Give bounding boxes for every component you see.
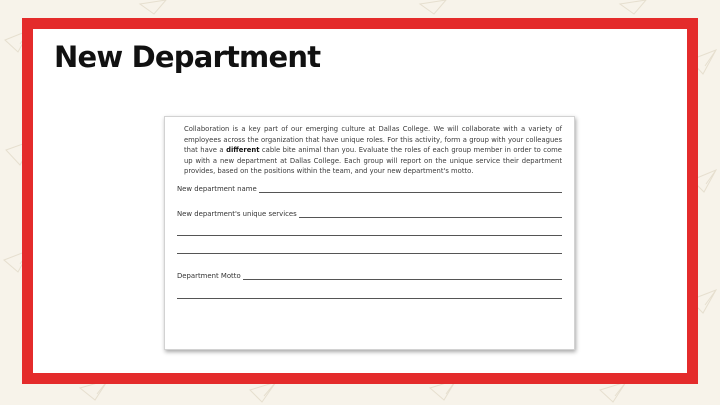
motto-blank-line (177, 298, 562, 299)
services-blank-line-2 (177, 253, 562, 254)
department-motto-field (177, 272, 562, 280)
department-motto-label: Department Motto (177, 271, 241, 280)
instructions-text-1: Collaboration is a key part of our emerging culture at Dallas College. We will collaborate with a variety of employees across the organization that have unique roles. For this activity, form a group with your colleagues that have a (184, 125, 562, 155)
services-blank-line-1 (177, 235, 562, 236)
department-motto-line (243, 273, 562, 280)
unique-services-label: New department's unique services (177, 209, 297, 218)
instructions-bold-word: different (226, 146, 260, 155)
slide-title: New Department (54, 40, 321, 74)
worksheet-image (164, 116, 575, 350)
worksheet-instructions (184, 124, 562, 177)
instructions-text-2: cable bite animal than you. Evaluate the roles of each group member in order to come up with a new department at Dallas College. Each group will report on the unique service their department provides, based on the positions within the team, and your new department's motto. (184, 146, 562, 176)
department-name-field (177, 185, 562, 193)
unique-services-field (177, 210, 562, 218)
red-frame (22, 18, 698, 384)
department-name-label: New department name (177, 184, 257, 193)
unique-services-line (299, 211, 562, 218)
department-name-line (259, 186, 562, 193)
slide-panel (33, 29, 687, 373)
